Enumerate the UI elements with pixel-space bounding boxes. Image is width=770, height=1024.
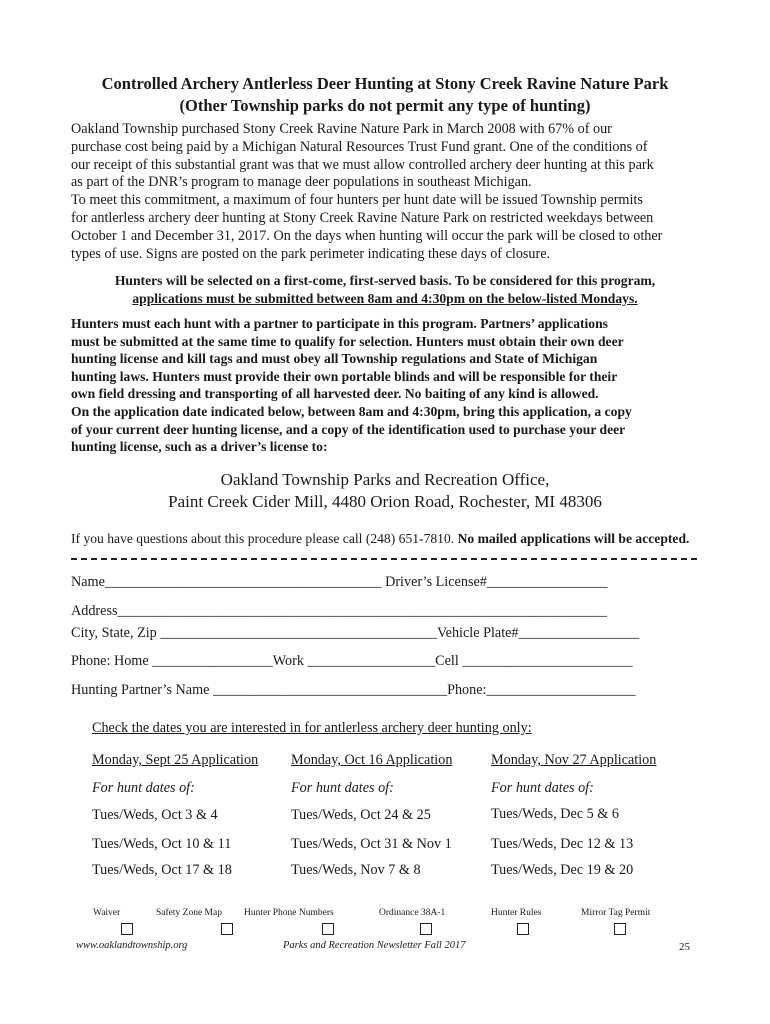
partner-field[interactable]: Hunting Partner’s Name _________________________________Phone:_____________________ bbox=[71, 682, 636, 698]
page-subtitle: (Other Township parks do not permit any type of hunting) bbox=[179, 96, 591, 115]
hunt-date-option[interactable]: Tues/Weds, Dec 5 & 6 bbox=[491, 806, 619, 822]
intro-line: To meet this commitment, a maximum of four hunters per hunt date will be issued Township permits bbox=[71, 192, 643, 209]
page-title: Controlled Archery Antlerless Deer Hunting at Stony Creek Ravine Nature Park bbox=[101, 74, 669, 93]
mirror-tag-permit-checkbox[interactable] bbox=[614, 923, 626, 935]
intro-line: types of use. Signs are posted on the park perimeter indicating these days of closure. bbox=[71, 245, 551, 262]
checklist-label-hunter-phone-numbers: Hunter Phone Numbers bbox=[244, 908, 334, 918]
selection-line-1: Hunters will be selected on a first-come, first-served basis. To be considered for this program, bbox=[114, 273, 656, 288]
hunt-date-option[interactable]: Tues/Weds, Oct 24 & 25 bbox=[291, 807, 431, 823]
questions-note bbox=[71, 531, 689, 547]
footer-website: www.oaklandtownship.org bbox=[76, 940, 188, 951]
rules-line: hunting laws. Hunters must provide their own portable blinds and will be responsible for their bbox=[71, 368, 618, 384]
application-date-1: Monday, Sept 25 Application bbox=[92, 752, 259, 768]
hunt-date-option[interactable]: Tues/Weds, Oct 10 & 11 bbox=[92, 836, 232, 852]
checklist-label-waiver: Waiver bbox=[93, 908, 121, 918]
hunt-date-option[interactable]: Tues/Weds, Oct 3 & 4 bbox=[92, 807, 218, 823]
rules-line: hunting license and kill tags and must obey all Township regulations and State of Michigan bbox=[71, 351, 598, 367]
intro-line: our receipt of this substantial grant was that we must allow controlled archery deer hunting at this park bbox=[71, 156, 654, 173]
for-hunt-label-3: For hunt dates of: bbox=[491, 780, 594, 796]
hunter-rules-checkbox[interactable] bbox=[517, 923, 529, 935]
waiver-checkbox[interactable] bbox=[121, 923, 133, 935]
for-hunt-label-1: For hunt dates of: bbox=[92, 780, 195, 796]
rules-line: own field dressing and transporting of all harvested deer. No baiting of any kind is allowed. bbox=[71, 386, 599, 402]
name-license-field[interactable]: Name_______________________________________ Driver’s License#_________________ bbox=[71, 574, 608, 590]
rules-line: hunting license, such as a driver’s license to: bbox=[71, 439, 328, 455]
checklist-label-hunter-rules: Hunter Rules bbox=[491, 908, 542, 918]
application-date-2: Monday, Oct 16 Application bbox=[291, 752, 453, 768]
application-date-3: Monday, Nov 27 Application bbox=[491, 752, 657, 768]
phone-field[interactable]: Phone: Home _________________Work __________________Cell ________________________ bbox=[71, 653, 633, 669]
intro-line: for antlerless archery deer hunting at Stony Creek Ravine Nature Park on restricted weekdays between bbox=[71, 209, 654, 226]
hunt-date-option[interactable]: Tues/Weds, Nov 7 & 8 bbox=[291, 862, 421, 878]
address-field[interactable]: Address_____________________________________________________________________ bbox=[71, 603, 607, 619]
hunt-date-option[interactable]: Tues/Weds, Dec 19 & 20 bbox=[491, 862, 634, 878]
rules-line: of your current deer hunting license, and a copy of the identification used to purchase your deer bbox=[71, 421, 626, 437]
intro-line: Oakland Township purchased Stony Creek Ravine Nature Park in March 2008 with 67% of our bbox=[71, 121, 612, 137]
cut-line bbox=[71, 558, 697, 560]
page-number: 25 bbox=[679, 941, 690, 953]
intro-paragraph-1 bbox=[71, 121, 703, 263]
selection-line-2: applications must be submitted between 8am and 4:30pm on the below-listed Mondays. bbox=[132, 291, 638, 306]
for-hunt-label-2: For hunt dates of: bbox=[291, 780, 394, 796]
hunt-date-option[interactable]: Tues/Weds, Oct 17 & 18 bbox=[92, 862, 232, 878]
rules-line: must be submitted at the same time to qualify for selection. Hunters must obtain their own deer bbox=[71, 333, 624, 349]
checklist-label-safety-zone-map: Safety Zone Map bbox=[156, 908, 222, 918]
hunt-date-option[interactable]: Tues/Weds, Dec 12 & 13 bbox=[491, 836, 634, 852]
office-name: Oakland Township Parks and Recreation Office, bbox=[220, 470, 550, 489]
checklist-label-mirror-tag-permit: Mirror Tag Permit bbox=[581, 908, 651, 918]
hunt-date-option[interactable]: Tues/Weds, Oct 31 & Nov 1 bbox=[291, 836, 452, 852]
rules-line: Hunters must each hunt with a partner to participate in this program. Partners’ applications bbox=[71, 316, 608, 331]
safety-zone-map-checkbox[interactable] bbox=[221, 923, 233, 935]
selection-notice bbox=[0, 272, 770, 308]
hunter-phone-numbers-checkbox[interactable] bbox=[322, 923, 334, 935]
footer-newsletter: Parks and Recreation Newsletter Fall 2017 bbox=[283, 940, 466, 951]
intro-line: as part of the DNR’s program to manage deer populations in southeast Michigan. bbox=[71, 174, 532, 191]
no-mail-warning: No mailed applications will be accepted. bbox=[457, 531, 690, 546]
ordinance-checkbox[interactable] bbox=[420, 923, 432, 935]
checklist-label-ordinance: Ordinance 38A-1 bbox=[379, 908, 446, 918]
questions-text: If you have questions about this procedure please call (248) 651-7810. bbox=[71, 531, 458, 546]
city-plate-field[interactable]: City, State, Zip _______________________________________Vehicle Plate#_________________ bbox=[71, 625, 640, 641]
dates-instruction: Check the dates you are interested in for antlerless archery deer hunting only: bbox=[92, 720, 532, 736]
office-address: Paint Creek Cider Mill, 4480 Orion Road, Rochester, MI 48306 bbox=[168, 492, 602, 511]
rules-line: On the application date indicated below, between 8am and 4:30pm, bring this application, a copy bbox=[71, 403, 632, 419]
intro-line: October 1 and December 31, 2017. On the days when hunting will occur the park will be closed to other bbox=[71, 227, 663, 244]
rules-paragraph bbox=[71, 315, 703, 456]
intro-line: purchase cost being paid by a Michigan Natural Resources Trust Fund grant. One of the conditions of bbox=[71, 138, 648, 155]
